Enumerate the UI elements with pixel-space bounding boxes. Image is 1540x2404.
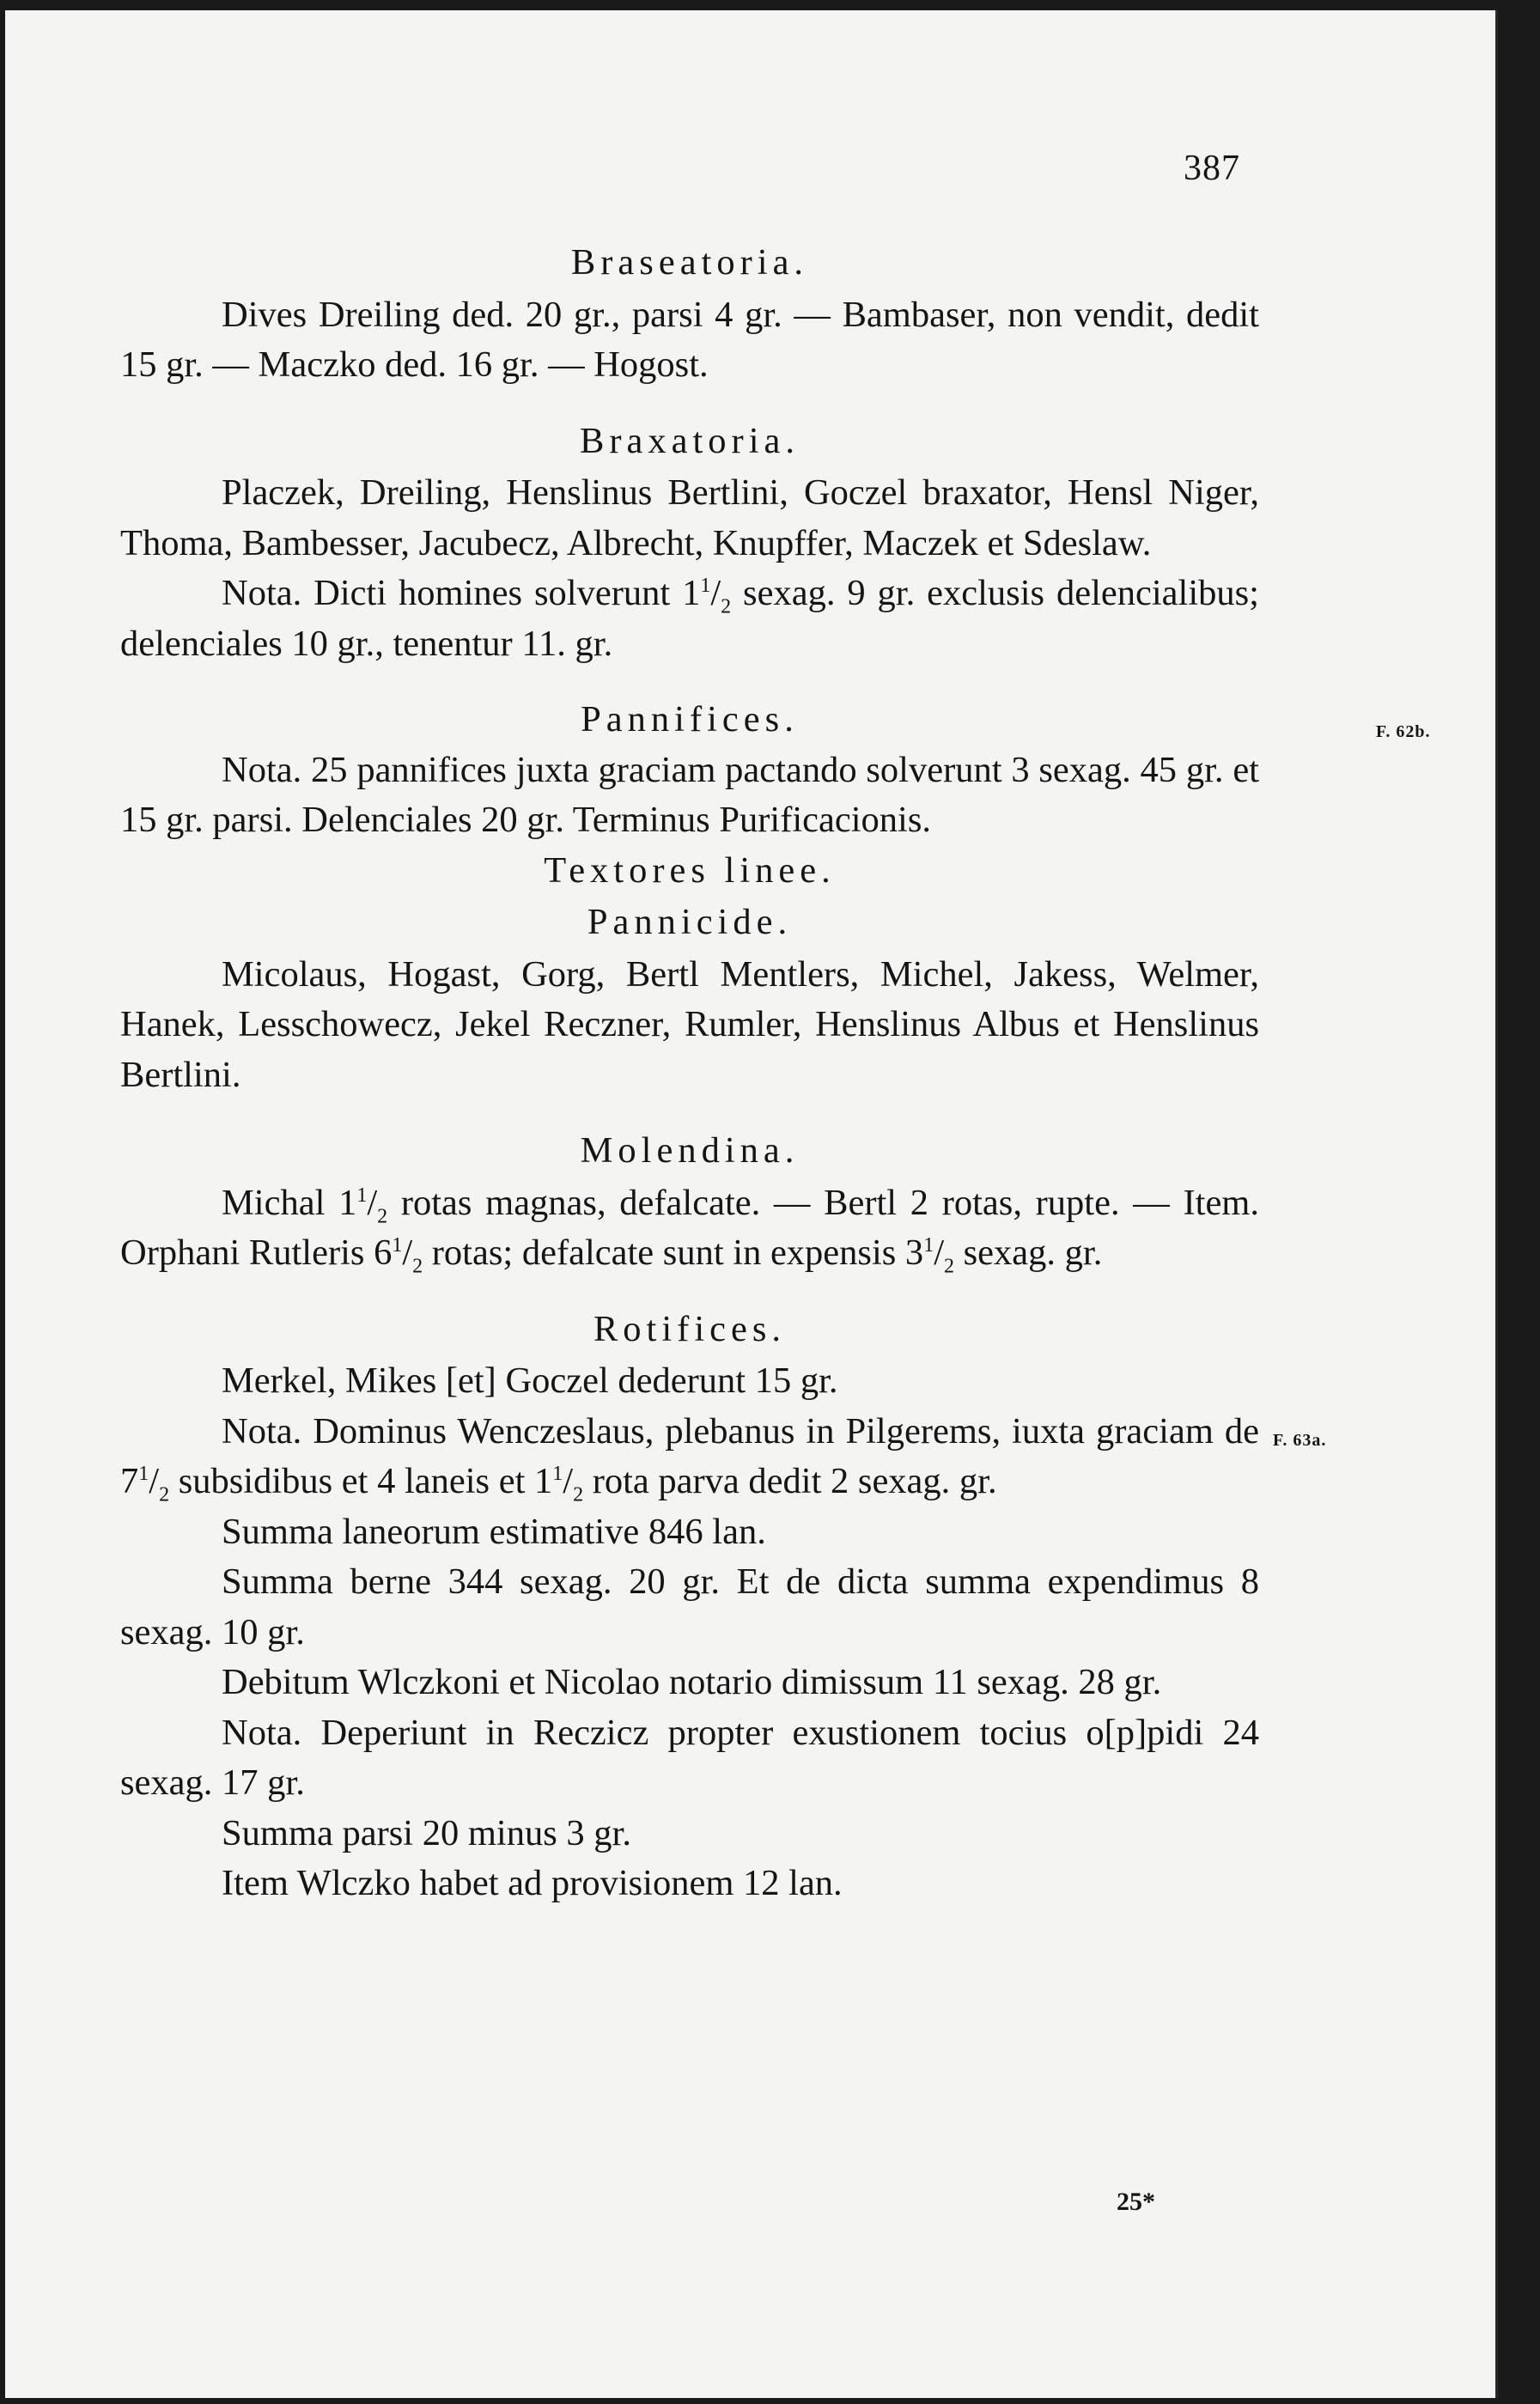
para-braxatoria-nota: Nota. Dicti homines solverunt $1^1/_2$ sexag. 9 gr. exclusis delencialibus; delenciales 10 gr., tenentur 11. gr. — [120, 573, 1259, 664]
para-nota-deperiunt: Nota. Deperiunt in Reczicz propter exustionem tocius o[p]pidi 24 sexag. 17 gr. — [120, 1712, 1259, 1803]
fraction-numerator: 1 — [923, 1233, 934, 1257]
fraction-denominator: 2 — [412, 1255, 423, 1278]
fraction-numerator: 1 — [356, 1184, 368, 1207]
para-debitum: Debitum Wlczkoni et Nicolao notario dimissum 11 sexag. 28 gr. — [222, 1662, 1162, 1702]
page-body — [120, 238, 1431, 1909]
text-segment: rota parva dedit 2 sexag. gr. — [583, 1461, 997, 1501]
fraction-numerator: 1 — [700, 574, 711, 597]
fraction-denominator: 2 — [377, 1205, 388, 1227]
para-braseatoria: Dives Dreiling ded. 20 gr., parsi 4 gr. — Bambaser, non vendit, dedit 15 gr. — Maczko ded. 16 gr. — Hogost. — [120, 294, 1259, 385]
heading-pannicide: Pannicide. — [587, 902, 793, 942]
page-number: 387 — [1184, 149, 1240, 188]
text-segment: Nota. Dicti homines solverunt 1 — [222, 573, 701, 613]
fraction-numerator: 1 — [392, 1233, 403, 1257]
heading-textores: Textores linee. — [544, 849, 836, 891]
heading-braxatoria: Braxatoria. — [580, 420, 800, 461]
fraction-denominator: 2 — [159, 1483, 170, 1506]
fraction-numerator: 1 — [138, 1462, 149, 1485]
heading-pannifices: Pannifices. — [581, 699, 799, 739]
fraction-numerator: 1 — [552, 1462, 563, 1485]
text-segment: Nota. Dominus Wenczeslaus, plebanus in Pilgerems, iuxta graciam de 7 — [120, 1410, 1259, 1501]
para-molendina: Michal $1^1/_2$ rotas magnas, defalcate. — Bertl 2 rotas, rupte. — Item. Orphani Rutleris $6^1/_2$ rotas; defalcate sunt in expensis $3^1/_2$ sexag. gr. — [120, 1182, 1259, 1278]
heading-braseatoria: Braseatoria. — [570, 242, 809, 283]
book-page — [5, 10, 1498, 2398]
para-rotifices-nota: Nota. Dominus Wenczeslaus, plebanus in Pilgerems, iuxta graciam de $7^1/_2$ subsidibus et 4 laneis et $1^1/_2$ rota parva dedit 2 sexag. gr. — [120, 1410, 1259, 1506]
text-segment: subsidibus et 4 laneis et 1 — [169, 1461, 553, 1501]
margin-folio-note: F. 62b. — [1376, 722, 1431, 741]
para-rotifices-names: Merkel, Mikes [et] Goczel dederunt 15 gr. — [222, 1360, 838, 1401]
para-pannifices: Nota. 25 pannifices juxta graciam pactando solverunt 3 sexag. 45 gr. et 15 gr. parsi. Delenciales 20 gr. Terminus Purificacionis. — [120, 749, 1259, 840]
fraction-denominator: 2 — [573, 1483, 584, 1506]
text-segment: rotas; defalcate sunt in expensis 3 — [423, 1232, 924, 1273]
para-summa-parsi: Summa parsi 20 minus 3 gr. — [222, 1812, 631, 1853]
text-segment: sexag. gr. — [954, 1232, 1103, 1273]
text-segment: Michal 1 — [222, 1182, 357, 1223]
signature-mark: 25* — [1117, 2188, 1155, 2216]
text-segment: rotas magnas, defalcate. — Bertl 2 rotas, rupte. — Item. Orphani Rutleris 6 — [120, 1182, 1259, 1273]
heading-rotifices: Rotifices. — [593, 1308, 787, 1349]
margin-folio-note: F. 63a. — [1273, 1430, 1327, 1450]
para-summa-laneorum: Summa laneorum estimative 846 lan. — [222, 1511, 766, 1552]
para-item-wlczko: Item Wlczko habet ad provisionem 12 lan. — [222, 1863, 843, 1903]
fraction-denominator: 2 — [721, 595, 732, 618]
fraction-denominator: 2 — [944, 1255, 954, 1278]
text-segment: sexag. 9 gr. exclusis delencialibus; delenciales 10 gr., tenentur 11. gr. — [120, 573, 1259, 664]
heading-molendina: Molendina. — [580, 1130, 800, 1171]
para-summa-berne: Summa berne 344 sexag. 20 gr. Et de dicta summa expendimus 8 sexag. 10 gr. — [120, 1561, 1259, 1652]
para-pannicide: Micolaus, Hogast, Gorg, Bertl Mentlers, Michel, Jakess, Welmer, Hanek, Lesschowecz, Jekel Reczner, Rumler, Henslinus Albus et Henslinus Bertlini. — [120, 953, 1259, 1095]
para-braxatoria-names: Placzek, Dreiling, Henslinus Bertlini, Goczel braxator, Hensl Niger, Thoma, Bambesser, Jacubecz, Albrecht, Knupffer, Maczek et Sdeslaw. — [120, 472, 1259, 563]
